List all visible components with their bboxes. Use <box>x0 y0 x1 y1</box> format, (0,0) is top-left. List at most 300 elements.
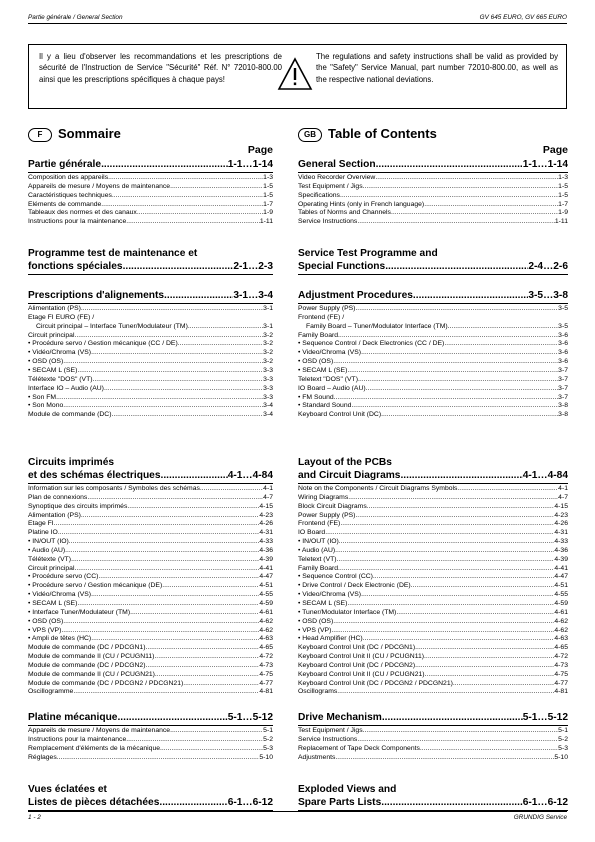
entry-title: Instructions pour la maintenance <box>28 218 127 226</box>
toc-entry <box>298 183 568 192</box>
dot-leader <box>101 158 228 171</box>
entry-page: 4-33 <box>259 538 273 546</box>
section-underline <box>28 172 273 173</box>
entry-title: Interface IO – Audio (AU) <box>28 384 104 392</box>
dot-leader <box>453 680 555 689</box>
section-page-range: 3-5…3-8 <box>528 290 568 302</box>
toc-entry <box>28 644 273 653</box>
entry-title: Appareils de mesure / Moyens de maintenance <box>28 727 171 735</box>
toc-entry <box>298 402 568 411</box>
entry-title: • Interface Tuner/Modulateur (TM) <box>28 608 131 616</box>
entry-page: 3-7 <box>558 393 568 401</box>
entry-title: Module de commande (DC / PDCGN1) <box>28 644 146 652</box>
dot-leader <box>117 711 227 724</box>
entry-page: 3-4 <box>263 402 273 410</box>
section-title-text: General Section <box>298 159 376 170</box>
section-title <box>28 260 273 273</box>
entry-title: • Head Amplifier (HC) <box>298 635 363 643</box>
entry-page: 1-11 <box>554 218 568 226</box>
dot-leader <box>170 727 263 736</box>
entry-title: Télétexte (VT) <box>28 555 72 563</box>
section-title <box>298 469 568 482</box>
toc-title: Sommaire <box>58 126 121 141</box>
entry-title: • SECAM L (SE) <box>28 600 78 607</box>
entry-page: 1-3 <box>558 174 568 181</box>
toc-entry <box>28 745 273 754</box>
entry-page: 4-55 <box>554 591 568 599</box>
header-left: Partie générale / General Section <box>28 14 123 21</box>
entry-page: 4-7 <box>558 493 568 501</box>
entry-page: 3-5 <box>558 305 568 313</box>
toc-entry <box>28 512 273 521</box>
entry-page: 1-5 <box>558 182 568 190</box>
toc-entry <box>298 635 568 644</box>
dot-leader <box>77 367 263 376</box>
dot-leader <box>74 332 263 341</box>
dot-leader <box>385 260 528 273</box>
dot-leader <box>145 644 259 653</box>
entry-title: Power Supply (PS) <box>298 305 356 313</box>
section-title-text: Spare Parts Lists <box>298 796 382 808</box>
entry-title: • Standard Sound <box>298 402 352 410</box>
dot-leader <box>159 796 227 809</box>
toc-entry <box>298 174 568 183</box>
header-right: GV 645 EURO, GV 665 EURO <box>479 14 567 21</box>
toc-heading <box>28 126 273 144</box>
toc-entry <box>28 727 273 736</box>
dot-leader <box>444 340 558 349</box>
entry-title: Alimentation (PS) <box>28 305 81 313</box>
dot-leader <box>81 305 263 314</box>
dot-leader <box>337 556 555 565</box>
dot-leader <box>333 358 558 367</box>
entry-title: Service Instructions <box>298 218 358 226</box>
dot-leader <box>381 796 522 809</box>
entry-title: Keyboard Control Unit (DC / PDCGN2 / PDCGN21) <box>298 679 453 687</box>
entry-title: • Audio (AU) <box>28 546 66 554</box>
entry-title: Module de commande II (CU / PCUGN11) <box>28 653 155 661</box>
entry-title: Keyboard Control Unit (DC) <box>298 411 382 419</box>
entry-title: • Son FM <box>28 393 57 401</box>
entry-page: 3-2 <box>263 331 273 339</box>
dot-leader <box>415 662 554 671</box>
entry-page: 4-23 <box>259 511 273 519</box>
section-title <box>28 711 273 724</box>
toc-entry <box>298 323 568 332</box>
entry-title: Keyboard Control Unit II (CU / PCUGN11) <box>298 653 425 661</box>
dot-leader <box>65 547 259 556</box>
toc-column-french <box>28 126 273 812</box>
dot-leader <box>457 485 558 494</box>
entry-title: Etage FI <box>28 520 54 528</box>
entry-page: 4-41 <box>554 564 568 572</box>
section-title-line1: Layout of the PCBs <box>298 457 392 469</box>
entry-title: Test Equipment / Jigs <box>298 182 363 190</box>
page-number: 1 - 2 <box>28 814 41 821</box>
toc-entry <box>28 582 273 591</box>
entry-title: Replacement of Tape Deck Components <box>298 744 420 752</box>
toc-entry <box>298 662 568 671</box>
section-title-text: Special Functions <box>298 261 386 273</box>
entry-title: Platine IO <box>28 529 58 537</box>
dot-leader <box>361 349 558 358</box>
dot-leader <box>340 520 554 529</box>
toc-entry <box>298 609 568 618</box>
dot-leader <box>448 323 559 332</box>
toc-entry <box>298 618 568 627</box>
entry-title: Keyboard Control Unit (DC / PDCGN1) <box>298 644 416 652</box>
dot-leader <box>355 305 558 314</box>
entry-page: 4-75 <box>554 670 568 678</box>
entry-page: 1-11 <box>259 218 273 226</box>
toc-entry <box>298 529 568 538</box>
section-title <box>298 711 568 724</box>
toc-entry <box>298 332 568 341</box>
entry-title: • Son Mono <box>28 402 64 410</box>
toc-entry <box>28 520 273 529</box>
entry-page: 5-1 <box>558 727 568 735</box>
dot-leader <box>357 736 558 745</box>
section-title-line1: Service Test Programme and <box>298 248 438 260</box>
entry-title: • IN/OUT (IO) <box>28 538 69 546</box>
dot-leader <box>126 218 260 227</box>
section-title-text: and Circuit Diagrams <box>298 470 401 482</box>
section-underline <box>28 725 273 726</box>
entry-title: Video Recorder Overview <box>298 174 376 181</box>
entry-title: Instructions pour la maintenance <box>28 736 127 744</box>
entry-page: 4-65 <box>554 644 568 652</box>
entry-page: 5-2 <box>263 736 273 744</box>
dot-leader <box>335 547 554 556</box>
dot-leader <box>56 394 263 403</box>
toc-entry <box>28 494 273 503</box>
entry-page: 3-6 <box>558 340 568 348</box>
entry-page: 3-1 <box>263 305 273 313</box>
footer-brand: GRUNDIG Service <box>513 814 567 821</box>
toc-entry <box>298 520 568 529</box>
entry-page: 4-33 <box>554 538 568 546</box>
section-title-line1: Programme test de maintenance et <box>28 248 198 260</box>
toc-entry <box>28 503 273 512</box>
section-title-text: fonctions spéciales <box>28 261 123 273</box>
entry-title: • SECAM L (SE) <box>298 600 348 607</box>
toc-entry <box>298 754 568 763</box>
dot-leader <box>425 671 555 680</box>
language-badge: GB <box>298 128 322 142</box>
dot-leader <box>111 411 263 420</box>
dot-leader <box>375 174 558 183</box>
toc-entry <box>28 688 273 697</box>
entry-title: Block Circuit Diagrams <box>298 502 367 510</box>
toc-entry <box>28 332 273 341</box>
toc-entry <box>298 582 568 591</box>
entry-page: 4-26 <box>554 520 568 528</box>
toc-section <box>28 247 273 275</box>
dot-leader <box>391 209 558 218</box>
dot-leader <box>373 573 554 582</box>
toc-entry <box>28 376 273 385</box>
entry-title: Circuit principal <box>28 564 75 572</box>
entry-title: • Vidéo/Chroma (VS) <box>28 591 92 599</box>
toc-entry <box>28 183 273 192</box>
section-underline <box>28 483 273 484</box>
entry-title: • Procédure servo (CC) <box>28 573 99 581</box>
entry-title: • Video/Chroma (VS) <box>298 591 362 599</box>
dot-leader <box>101 201 263 210</box>
footer-rule <box>28 811 567 812</box>
toc-entry <box>298 201 568 210</box>
entry-title: • OSD (OS) <box>298 358 334 366</box>
toc-entry <box>28 411 273 420</box>
entry-title: • Audio (AU) <box>298 546 336 554</box>
toc-entry <box>28 671 273 680</box>
toc-entry <box>28 385 273 394</box>
entry-title: Family Board – Tuner/Modulator Interface (TM) <box>306 322 448 330</box>
section-page-range: 5-1…5-12 <box>522 712 568 724</box>
section-title <box>298 260 568 273</box>
entry-page: 4-1 <box>263 485 273 493</box>
entry-title: • Drive Control / Deck Electronic (DE) <box>298 582 411 590</box>
entry-page: 4-73 <box>259 661 273 669</box>
toc-entry <box>28 367 273 376</box>
toc-entry <box>28 394 273 403</box>
entry-page: 1-5 <box>263 191 273 199</box>
dot-leader <box>351 402 558 411</box>
entry-title: Module de commande (DC) <box>28 411 112 419</box>
section-title <box>298 289 568 302</box>
section-page-range: 4-1…4-84 <box>522 470 568 482</box>
entry-title: • IN/OUT (IO) <box>298 538 339 546</box>
entry-page: 4-81 <box>554 688 568 696</box>
entry-title: Module de commande II (CU / PCUGN21) <box>28 670 155 678</box>
toc-entry <box>28 538 273 547</box>
dot-leader <box>104 385 263 394</box>
entry-page: 4-51 <box>554 582 568 590</box>
section-title-line1: Exploded Views and <box>298 783 397 795</box>
dot-leader <box>200 485 263 494</box>
entry-page: 3-4 <box>263 411 273 419</box>
dot-leader <box>338 332 558 341</box>
entry-title: • OSD (OS) <box>28 358 64 366</box>
toc-section <box>298 247 568 275</box>
dot-leader <box>77 600 259 609</box>
dot-leader <box>415 644 554 653</box>
dot-leader <box>337 688 554 697</box>
entry-page: 3-3 <box>263 375 273 383</box>
toc-entry <box>298 547 568 556</box>
entry-page: 4-7 <box>263 493 273 501</box>
section-page-range: 5-1…5-12 <box>227 712 273 724</box>
warning-text-fr: Il y a lieu d'observer les recommandations et les prescriptions de sécurité de l'Instruction de Service "Sécurité" Réf. N° 72010-800.00 ainsi que les prescriptions spécifiques à chaque pays! <box>39 52 282 84</box>
entry-page: 1-7 <box>558 200 568 208</box>
entry-title: • Ampli de têtes (HC) <box>28 635 92 643</box>
dot-leader <box>335 754 554 763</box>
dot-leader <box>112 192 263 201</box>
entry-title: Plan de connexions <box>28 493 88 501</box>
section-title-text: Partie générale <box>28 159 102 170</box>
dot-leader <box>126 736 263 745</box>
dot-leader <box>69 538 260 547</box>
toc-title: Table of Contents <box>328 126 437 141</box>
toc-entry <box>298 349 568 358</box>
toc-entry <box>298 305 568 314</box>
section-page-range: 3-1…3-4 <box>233 290 273 302</box>
dot-leader <box>94 314 273 323</box>
entry-title: Frontend (FE) / <box>298 313 345 321</box>
toc-entry <box>298 503 568 512</box>
toc-entry <box>298 627 568 636</box>
toc-column-english <box>298 126 568 812</box>
toc-entry <box>298 600 568 609</box>
dot-leader <box>63 618 259 627</box>
entry-page: 1-5 <box>263 182 273 190</box>
entry-page: 3-7 <box>558 366 568 374</box>
entry-title: Synoptique des circuits imprimés <box>28 502 128 510</box>
entry-page: 5-3 <box>263 744 273 752</box>
toc-entry <box>28 485 273 494</box>
toc-entry <box>28 736 273 745</box>
dot-leader <box>347 367 558 376</box>
toc-entry <box>28 402 273 411</box>
entry-page: 5-10 <box>259 753 273 761</box>
dot-leader <box>376 158 523 171</box>
toc-entry <box>28 529 273 538</box>
toc-entry <box>298 394 568 403</box>
toc-entry <box>298 644 568 653</box>
entry-page: 3-2 <box>263 349 273 357</box>
dot-leader <box>340 192 558 201</box>
entry-title: Tables of Norms and Channels <box>298 209 391 217</box>
entry-title: • OSD (OS) <box>298 617 334 625</box>
entry-page: 5-10 <box>554 753 568 761</box>
section-page-range: 2-1…2-3 <box>233 261 273 273</box>
entry-title: • Procédure servo / Gestion mécanique (DE) <box>28 582 163 590</box>
entry-page: 5-2 <box>558 736 568 744</box>
entry-page: 5-3 <box>558 744 568 752</box>
entry-title: • FM Sound <box>298 393 334 401</box>
entry-page: 3-1 <box>263 322 273 330</box>
section-title <box>28 469 273 482</box>
dot-leader <box>339 538 555 547</box>
section-underline <box>298 483 568 484</box>
dot-leader <box>183 680 259 689</box>
page-header <box>28 14 567 21</box>
entry-page: 3-7 <box>558 384 568 392</box>
entry-title: • Procédure servo / Gestion mécanique (CC / DE) <box>28 340 178 348</box>
toc-entry <box>298 367 568 376</box>
entry-page: 3-7 <box>558 375 568 383</box>
entry-page: 3-3 <box>263 384 273 392</box>
section-underline <box>298 303 568 304</box>
entry-title: Teletext (VT) <box>298 555 337 563</box>
toc-entry <box>298 314 568 323</box>
dot-leader <box>334 394 559 403</box>
entry-title: Alimentation (PS) <box>28 511 81 519</box>
toc-entry <box>28 556 273 565</box>
entry-title: Adjustments <box>298 753 336 761</box>
dot-leader <box>127 503 259 512</box>
dot-leader <box>358 376 558 385</box>
entry-page: 4-15 <box>259 502 273 510</box>
entry-title: • Vidéo/Chroma (VS) <box>28 349 92 357</box>
entry-title: Oscillogramme <box>28 688 74 696</box>
section-page-range: 2-4…2-6 <box>528 261 568 273</box>
section-title <box>28 289 273 302</box>
entry-page: 5-1 <box>263 727 273 735</box>
dot-leader <box>355 512 554 521</box>
toc-entry <box>298 680 568 689</box>
toc-entry <box>298 653 568 662</box>
entry-title: Keyboard Control Unit (DC / PDCGN2) <box>298 661 416 669</box>
toc-entry <box>28 754 273 763</box>
toc-entry <box>298 485 568 494</box>
toc-entry <box>298 538 568 547</box>
entry-title: • Tuner/Modulator Interface (TM) <box>298 608 397 616</box>
entry-title: • SECAM L (SE) <box>28 366 78 374</box>
entry-title: • Sequence Control / Deck Electronics (CC / DE) <box>298 340 445 348</box>
dot-leader <box>178 340 263 349</box>
dot-leader <box>361 591 554 600</box>
entry-title: • Video/Chroma (VS) <box>298 349 362 357</box>
dot-leader <box>400 469 522 482</box>
entry-page: 3-6 <box>558 349 568 357</box>
entry-page: 3-3 <box>263 366 273 374</box>
section-underline <box>28 303 273 304</box>
toc-entry <box>298 671 568 680</box>
dot-leader <box>363 727 559 736</box>
toc-entry <box>28 635 273 644</box>
entry-page: 1-9 <box>558 209 568 217</box>
entry-title: Specifications <box>298 191 340 199</box>
entry-title: Information sur les composants / Symboles des schémas <box>28 485 200 493</box>
toc-entry <box>298 556 568 565</box>
toc-entry <box>28 627 273 636</box>
entry-page: 1-7 <box>263 200 273 208</box>
dot-leader <box>61 627 259 636</box>
warning-triangle-icon <box>277 57 313 91</box>
entry-page: 4-62 <box>259 626 273 634</box>
dot-leader <box>363 635 555 644</box>
toc-entry <box>298 385 568 394</box>
entry-title: Frontend (FE) <box>298 520 341 528</box>
toc-entry <box>28 323 273 332</box>
entry-title: IO Board <box>298 529 326 537</box>
dot-leader <box>137 209 263 218</box>
entry-page: 4-73 <box>554 661 568 669</box>
toc-section <box>298 158 568 227</box>
entry-title: Oscillograms <box>298 688 338 696</box>
entry-page: 4-39 <box>554 555 568 563</box>
toc-entry <box>28 340 273 349</box>
dot-leader <box>396 609 554 618</box>
toc-entry <box>298 736 568 745</box>
dot-leader <box>73 688 259 697</box>
dot-leader <box>162 582 259 591</box>
entry-page: 4-72 <box>554 653 568 661</box>
toc-section <box>28 783 273 811</box>
toc-entry <box>298 411 568 420</box>
entry-title: Power Supply (PS) <box>298 511 356 519</box>
toc-entry <box>298 565 568 574</box>
entry-title: Circuit principal <box>28 331 75 339</box>
entry-title: Operating Hints (only in French language) <box>298 200 425 208</box>
toc-entry <box>298 340 568 349</box>
dot-leader <box>347 600 554 609</box>
entry-title: • SECAM L (SE) <box>298 366 348 374</box>
entry-title: Module de commande (DC / PDCGN2) <box>28 661 146 669</box>
section-page-range: 6-1…6-12 <box>522 796 568 808</box>
entry-page: 3-6 <box>558 358 568 366</box>
